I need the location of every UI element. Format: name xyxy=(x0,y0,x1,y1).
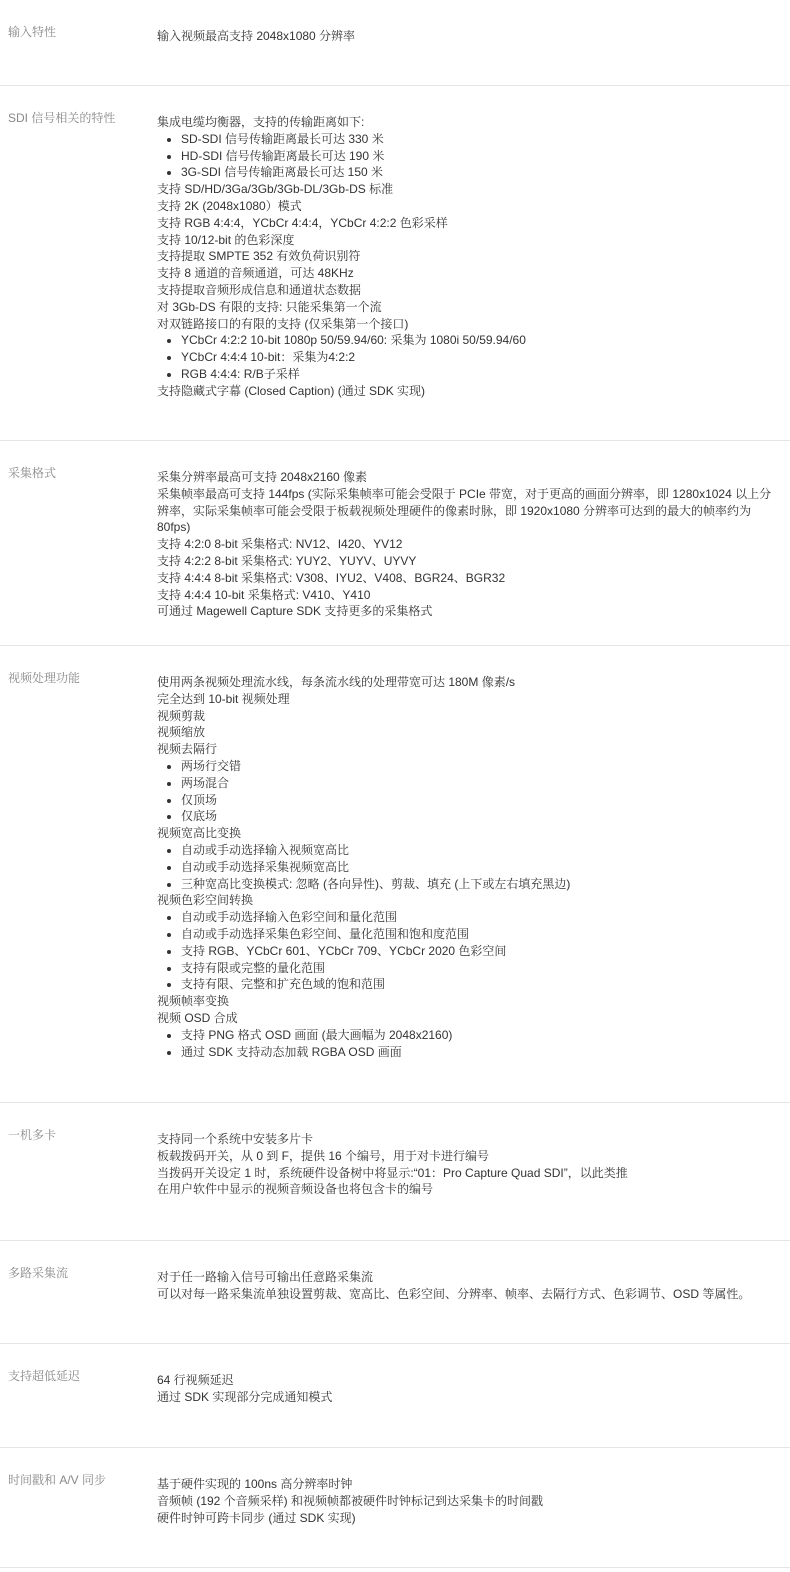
spec-sub-list xyxy=(157,131,772,181)
spec-line: 采集分辨率最高可支持 2048x2160 像素 xyxy=(157,470,368,484)
spec-sub-item: • 仅底场 xyxy=(181,808,772,825)
spec-line: 视频缩放 xyxy=(157,725,206,740)
spec-line: 视频色彩空间转换 xyxy=(157,893,254,908)
spec-line: 对双链路接口的有限的支持 (仅采集第一个接口) xyxy=(157,316,409,331)
spec-line: 支持 4:4:4 10-bit 采集格式: V410、Y410 xyxy=(157,587,371,602)
spec-sub-item: • 两场混合 xyxy=(181,775,772,792)
spec-content xyxy=(157,674,790,1102)
spec-label: SDI 信号相关的特性 xyxy=(8,111,116,125)
spec-content xyxy=(157,1269,790,1343)
spec-sub-item: • YCbCr 4:2:2 10-bit 1080p 50/59.94/60: 采集为 1080i 50/59.94/60 xyxy=(181,332,772,349)
spec-label: 一机多卡 xyxy=(8,1128,57,1142)
spec-line: 当拨码开关设定 1 时，系统硬件设备树中将显示:“01：Pro Capture Quad SDI”，以此类推 xyxy=(157,1165,628,1180)
spec-sub-list xyxy=(157,842,772,892)
spec-sub-list xyxy=(157,909,772,993)
spec-line: 使用两条视频处理流水线，每条流水线的处理带宽可达 180M 像素/s xyxy=(157,675,516,689)
spec-line: 64 行视频延迟 xyxy=(157,1373,234,1387)
spec-sub-item: • 两场行交错 xyxy=(181,758,772,775)
spec-sub-item: • HD-SDI 信号传输距离最长可达 190 米 xyxy=(181,148,772,165)
spec-line: 支持 10/12-bit 的色彩深度 xyxy=(157,232,295,247)
spec-sub-item: • 3G-SDI 信号传输距离最长可达 150 米 xyxy=(181,164,772,181)
spec-label: 支持超低延迟 xyxy=(8,1369,81,1383)
spec-line: 对 3Gb-DS 有限的支持: 只能采集第一个流 xyxy=(157,299,382,314)
spec-sub-item: • 支持 RGB、YCbCr 601、YCbCr 709、YCbCr 2020 色彩空间 xyxy=(181,943,772,960)
spec-content xyxy=(157,114,790,440)
spec-sub-item: • 三种宽高比变换模式: 忽略 (各向异性)、剪裁、填充 (上下或左右填充黑边) xyxy=(181,876,772,893)
spec-line: 支持 2K (2048x1080）模式 xyxy=(157,198,302,213)
spec-label: 多路采集流 xyxy=(8,1266,69,1280)
spec-line: 支持提取 SMPTE 352 有效负荷识别符 xyxy=(157,249,361,264)
spec-line: 对于任一路输入信号可输出任意路采集流 xyxy=(157,1270,374,1284)
spec-sub-item: • 仅顶场 xyxy=(181,792,772,809)
spec-sub-item: • 支持有限、完整和扩充色域的饱和范围 xyxy=(181,976,772,993)
spec-line: 支持 8 通道的音频通道，可达 48KHz xyxy=(157,266,354,281)
spec-sub-item: • 自动或手动选择输入视频宽高比 xyxy=(181,842,772,859)
spec-sub-item: • 自动或手动选择采集视频宽高比 xyxy=(181,859,772,876)
spec-row xyxy=(0,1241,790,1344)
spec-row xyxy=(0,441,790,646)
spec-label: 视频处理功能 xyxy=(8,671,81,685)
spec-line: 支持 4:4:4 8-bit 采集格式: V308、IYU2、V408、BGR24、BGR32 xyxy=(157,570,506,585)
spec-content xyxy=(157,28,790,85)
spec-line: 视频帧率变换 xyxy=(157,994,230,1009)
spec-sub-item: • YCbCr 4:4:4 10-bit：采集为4:2:2 xyxy=(181,349,772,366)
spec-line: 支持 RGB 4:4:4，YCbCr 4:4:4，YCbCr 4:2:2 色彩采样 xyxy=(157,215,448,230)
spec-sub-list xyxy=(157,332,772,382)
spec-sub-list xyxy=(157,1027,772,1061)
spec-content xyxy=(157,1476,790,1567)
spec-content xyxy=(157,1372,790,1447)
spec-sub-item: • 通过 SDK 支持动态加载 RGBA OSD 画面 xyxy=(181,1044,772,1061)
spec-line: 可以对每一路采集流单独设置剪裁、宽高比、色彩空间、分辨率、帧率、去隔行方式、色彩调节、OSD 等属性。 xyxy=(157,1286,751,1301)
spec-line: 音频帧 (192 个音频采样) 和视频帧都被硬件时钟标记到达采集卡的时间戳 xyxy=(157,1493,544,1508)
spec-line: 视频剪裁 xyxy=(157,708,206,723)
spec-row xyxy=(0,646,790,1103)
spec-line: 采集帧率最高可支持 144fps (实际采集帧率可能会受限于 PCIe 带宽，对于更高的画面分辨率，即 1280x1024 以上分辨率，实际采集帧率可能会受限于板载视频处理硬件的像素时脉，即 1920x1080 分辨率可达到的最大的帧率约为 80fps) xyxy=(157,486,772,535)
spec-line: 支持同一个系统中安装多片卡 xyxy=(157,1132,314,1146)
spec-row xyxy=(0,86,790,441)
spec-line: 完全达到 10-bit 视频处理 xyxy=(157,691,290,706)
spec-line: 集成电缆均衡器，支持的传输距离如下: xyxy=(157,115,365,129)
spec-label: 采集格式 xyxy=(8,466,57,480)
spec-line: 支持 SD/HD/3Ga/3Gb/3Gb-DL/3Gb-DS 标准 xyxy=(157,182,394,197)
spec-line: 通过 SDK 实现部分完成通知模式 xyxy=(157,1389,333,1404)
spec-line: 可通过 Magewell Capture SDK 支持更多的采集格式 xyxy=(157,604,433,619)
spec-line: 视频宽高比变换 xyxy=(157,826,242,841)
spec-line: 基于硬件实现的 100ns 高分辨率时钟 xyxy=(157,1477,353,1491)
spec-sub-list xyxy=(157,758,772,825)
spec-line: 支持 4:2:2 8-bit 采集格式: YUY2、YUYV、UYVY xyxy=(157,553,417,568)
spec-line: 硬件时钟可跨卡同步 (通过 SDK 实现) xyxy=(157,1510,356,1525)
spec-label: 时间戳和 A/V 同步 xyxy=(8,1473,107,1487)
spec-line: 支持提取音频形成信息和通道状态数据 xyxy=(157,282,362,297)
spec-sub-item: • RGB 4:4:4: R/B子采样 xyxy=(181,366,772,383)
spec-line: 支持 4:2:0 8-bit 采集格式: NV12、I420、YV12 xyxy=(157,537,403,552)
spec-sub-item: • 自动或手动选择采集色彩空间、量化范围和饱和度范围 xyxy=(181,926,772,943)
spec-content xyxy=(157,469,790,645)
spec-sub-item: • SD-SDI 信号传输距离最长可达 330 米 xyxy=(181,131,772,148)
spec-line: 输入视频最高支持 2048x1080 分辨率 xyxy=(157,29,356,43)
spec-row xyxy=(0,1448,790,1568)
spec-line: 在用户软件中显示的视频音频设备也将包含卡的编号 xyxy=(157,1182,434,1197)
spec-line: 支持隐藏式字幕 (Closed Caption) (通过 SDK 实现) xyxy=(157,383,426,398)
spec-label: 输入特性 xyxy=(8,25,57,39)
spec-line: 视频 OSD 合成 xyxy=(157,1010,238,1025)
spec-line: 视频去隔行 xyxy=(157,742,218,757)
spec-sub-item: • 支持 PNG 格式 OSD 画面 (最大画幅为 2048x2160) xyxy=(181,1027,772,1044)
spec-line: 板载拨码开关，从 0 到 F，提供 16 个编号，用于对卡进行编号 xyxy=(157,1148,490,1163)
spec-sub-item: • 支持有限或完整的量化范围 xyxy=(181,960,772,977)
spec-row xyxy=(0,0,790,86)
spec-row xyxy=(0,1103,790,1241)
spec-content xyxy=(157,1131,790,1240)
spec-row xyxy=(0,1344,790,1448)
spec-sub-item: • 自动或手动选择输入色彩空间和量化范围 xyxy=(181,909,772,926)
